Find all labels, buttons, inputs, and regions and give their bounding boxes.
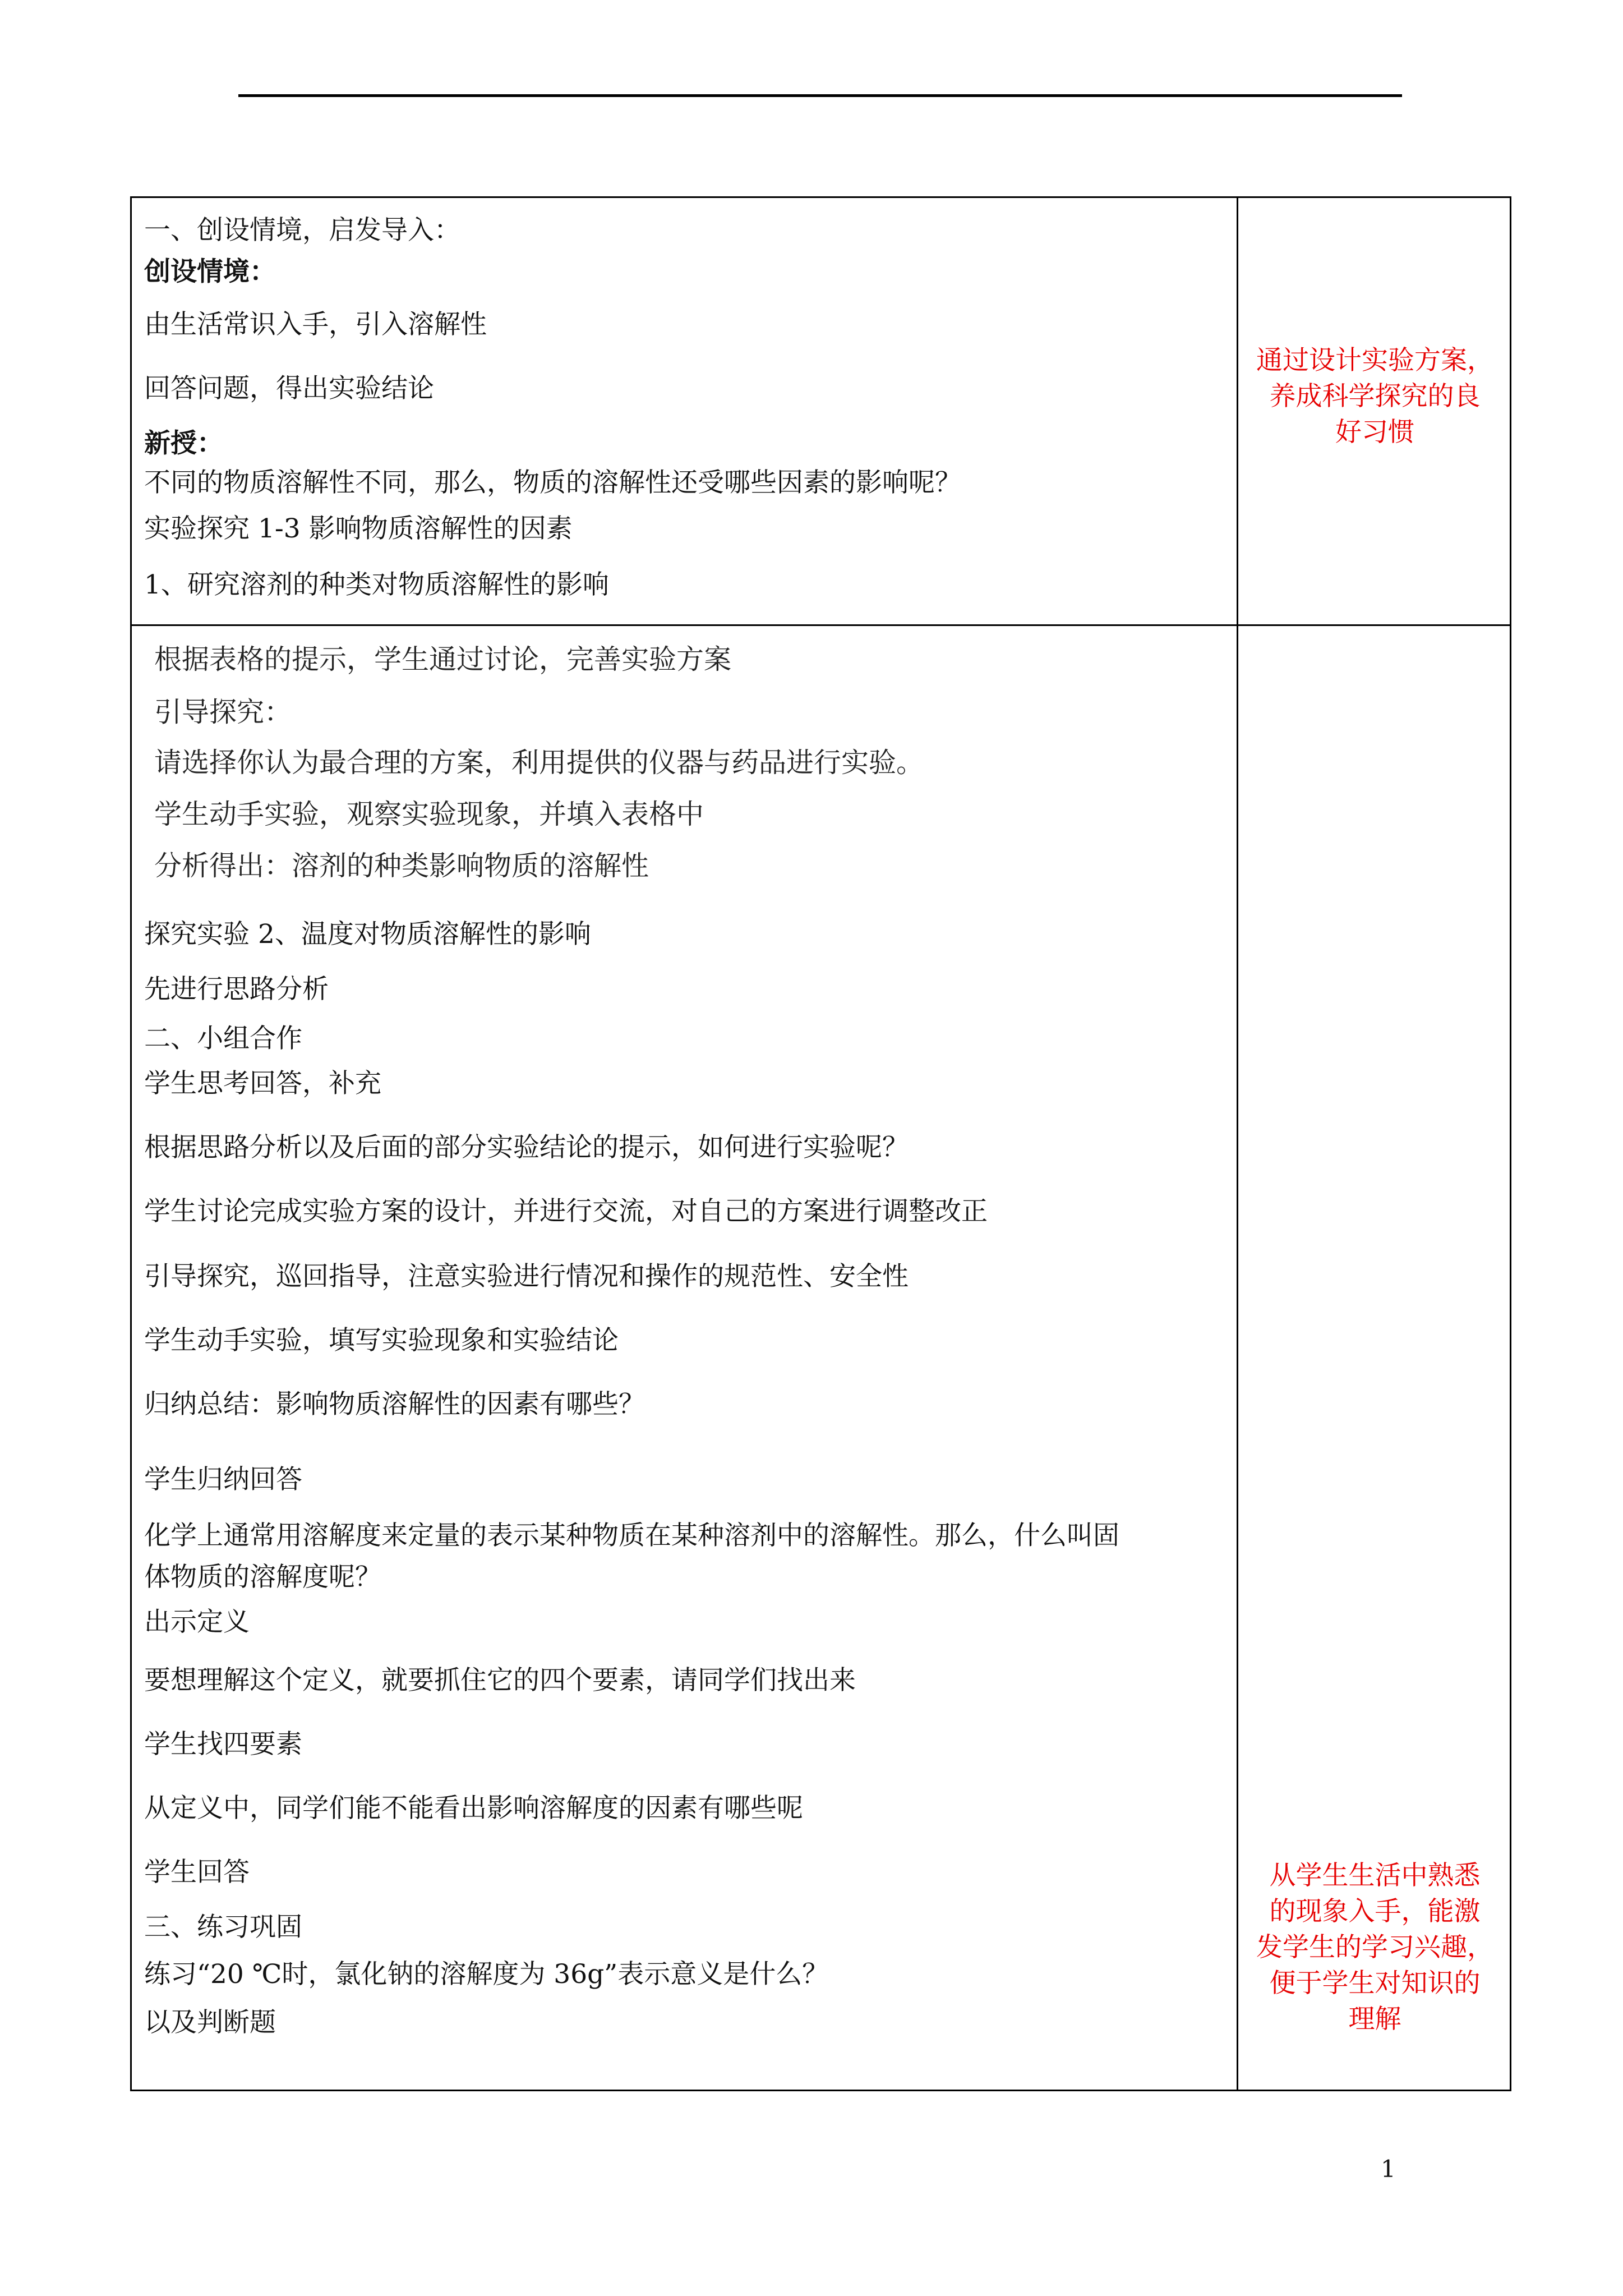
text-line: 化学上通常用溶解度来定量的表示某种物质在某种溶剂中的溶解性。那么，什么叫固: [144, 1520, 1119, 1551]
table-row: [131, 625, 1511, 2091]
text-line: 探究实验 2、温度对物质溶解性的影响: [144, 919, 591, 950]
text-line: 出示定义: [144, 1607, 250, 1637]
text-line: 不同的物质溶解性不同，那么，物质的溶解性还受哪些因素的影响呢？: [144, 467, 961, 498]
text-line: 学生动手实验，填写实验现象和实验结论: [144, 1325, 619, 1356]
image-text-line: 分析得出：溶剂的种类影响物质的溶解性: [154, 850, 649, 882]
section2-content-cell: [131, 625, 1238, 2091]
image-text-line: 引导探究：: [154, 696, 292, 728]
note-line: 养成科学探究的良: [1269, 381, 1481, 412]
lesson-plan-table: [130, 196, 1511, 2091]
text-line: 根据思路分析以及后面的部分实验结论的提示，如何进行实验呢？: [144, 1132, 909, 1163]
text-line: 学生找四要素: [144, 1729, 302, 1760]
text-line: 体物质的溶解度呢？: [144, 1562, 381, 1593]
section-heading: 二、小组合作: [144, 1023, 302, 1054]
text-line: 学生回答: [144, 1857, 250, 1888]
section1-note-cell: [1238, 197, 1511, 625]
text-line: 由生活常识入手，引入溶解性: [144, 309, 487, 340]
text-line: 学生思考回答，补充: [144, 1068, 381, 1099]
teacher-note: [1238, 1858, 1511, 2037]
table-row: [131, 197, 1511, 625]
note-line: 通过设计实验方案，: [1256, 345, 1493, 376]
image-text-line: 请选择你认为最合理的方案，利用提供的仪器与药品进行实验。: [154, 747, 924, 779]
text-line: 先进行思路分析: [144, 974, 329, 1005]
page-number: 1: [1381, 2155, 1396, 2183]
section-heading: 三、练习巩固: [144, 1912, 302, 1943]
subheading: 创设情境：: [144, 256, 276, 287]
note-line: 的现象入手，能激: [1269, 1896, 1481, 1927]
header-rule: [238, 94, 1402, 97]
text-line: 实验探究 1-3 影响物质溶解性的因素: [144, 513, 573, 544]
image-text-line: 根据表格的提示，学生通过讨论，完善实验方案: [154, 643, 732, 675]
subheading: 新授：: [144, 428, 223, 459]
note-line: 好习惯: [1335, 417, 1414, 448]
text-line: 归纳总结：影响物质溶解性的因素有哪些？: [144, 1389, 645, 1420]
note-line: 从学生生活中熟悉: [1269, 1860, 1481, 1891]
text-line: 回答问题，得出实验结论: [144, 373, 434, 404]
text-line: 引导探究，巡回指导，注意实验进行情况和操作的规范性、安全性: [144, 1261, 909, 1292]
section2-note-cell: [1238, 625, 1511, 2091]
note-line: 理解: [1348, 2004, 1401, 2035]
text-line: 要想理解这个定义，就要抓住它的四个要素，请同学们找出来: [144, 1665, 856, 1696]
text-line: 学生归纳回答: [144, 1464, 302, 1495]
text-line: 1、研究溶剂的种类对物质溶解性的影响: [144, 569, 609, 600]
teacher-note: [1238, 343, 1511, 450]
note-line: 发学生的学习兴趣，: [1256, 1932, 1493, 1963]
note-line: 便于学生对知识的: [1269, 1968, 1481, 1999]
section-heading: 一、创设情境，启发导入：: [144, 215, 460, 246]
text-line: 以及判断题: [144, 2007, 276, 2038]
image-text-line: 学生动手实验，观察实验现象，并填入表格中: [154, 798, 704, 830]
text-line: 学生讨论完成实验方案的设计，并进行交流，对自己的方案进行调整改正: [144, 1196, 988, 1227]
text-line: 从定义中，同学们能不能看出影响溶解度的因素有哪些呢: [144, 1793, 803, 1824]
section1-content-cell: [131, 197, 1238, 625]
text-line: 练习“20 ℃时，氯化钠的溶解度为 36g”表示意义是什么？: [144, 1959, 829, 1990]
